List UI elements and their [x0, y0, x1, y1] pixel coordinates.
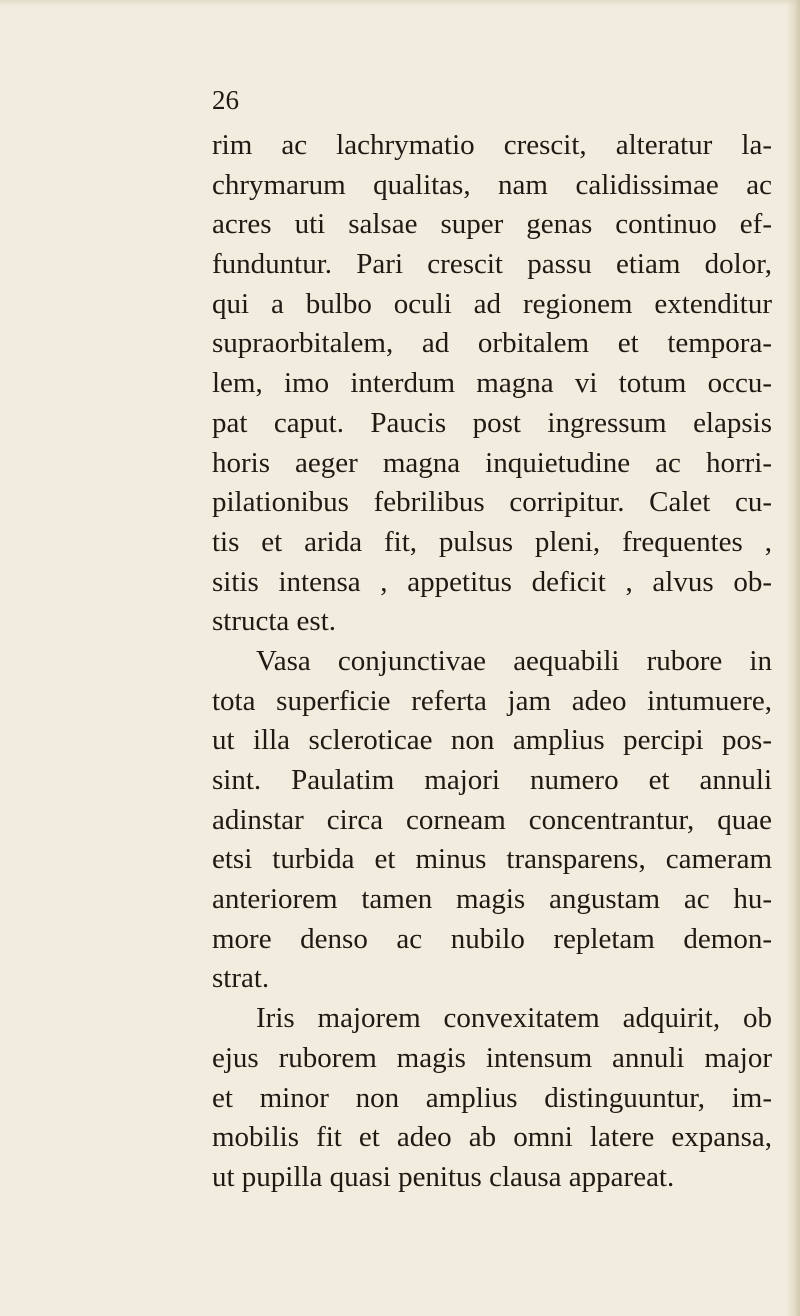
text-line: tis et arida fit, pulsus pleni, frequentes , [212, 525, 772, 558]
text-line: sint. Paulatim majori numero et annuli [212, 764, 772, 796]
text-line: funduntur. Pari crescit passu etiam dolor, [212, 248, 772, 281]
text-line: supraorbitalem, ad orbitalem et tempora- [212, 327, 772, 360]
text-line: ejus ruborem magis intensum annuli major [212, 1041, 772, 1074]
text-line: pat caput. Paucis post ingressum elapsis [212, 406, 772, 439]
text-line: pilationibus febrilibus corripitur. Calet cu- [212, 486, 772, 519]
text-line: etsi turbida et minus transparens, cameram [212, 843, 772, 876]
text-line: horis aeger magna inquietudine ac horri- [212, 446, 772, 479]
text-line: strat. [212, 962, 270, 995]
page-right-edge [786, 0, 800, 1316]
text-line: anteriorem tamen magis angustam ac hu- [212, 883, 772, 916]
text-line: adinstar circa corneam concentrantur, quae [212, 803, 772, 836]
text-line: et minor non amplius distinguuntur, im- [212, 1081, 772, 1114]
page-number: 26 [212, 85, 239, 115]
text-line: acres uti salsae super genas continuo ef- [212, 208, 772, 241]
text-line: tota superficie referta jam adeo intumuere, [212, 684, 772, 717]
text-line: structa est. [212, 605, 337, 638]
text-line: chrymarum qualitas, nam calidissimae ac [212, 168, 772, 201]
text-line: mobilis fit et adeo ab omni latere expansa, [212, 1121, 772, 1154]
text-line: lem, imo interdum magna vi totum occu- [212, 367, 772, 400]
text-line: qui a bulbo oculi ad regionem extenditur [212, 287, 772, 320]
page-top-shadow [0, 0, 800, 6]
text-line: sitis intensa , appetitus deficit , alvus ob- [212, 565, 772, 598]
text-line: rim ac lachrymatio crescit, alteratur la- [212, 129, 772, 161]
text-line: ut illa scleroticae non amplius percipi pos- [212, 724, 772, 757]
text-line: more denso ac nubilo repletam demon- [212, 922, 772, 955]
text-line: ut pupilla quasi penitus clausa appareat. [212, 1160, 675, 1193]
text-line: Iris majorem convexitatem adquirit, ob [256, 1002, 772, 1035]
body-text [212, 126, 772, 1198]
text-line: Vasa conjunctivae aequabili rubore in [256, 644, 772, 677]
